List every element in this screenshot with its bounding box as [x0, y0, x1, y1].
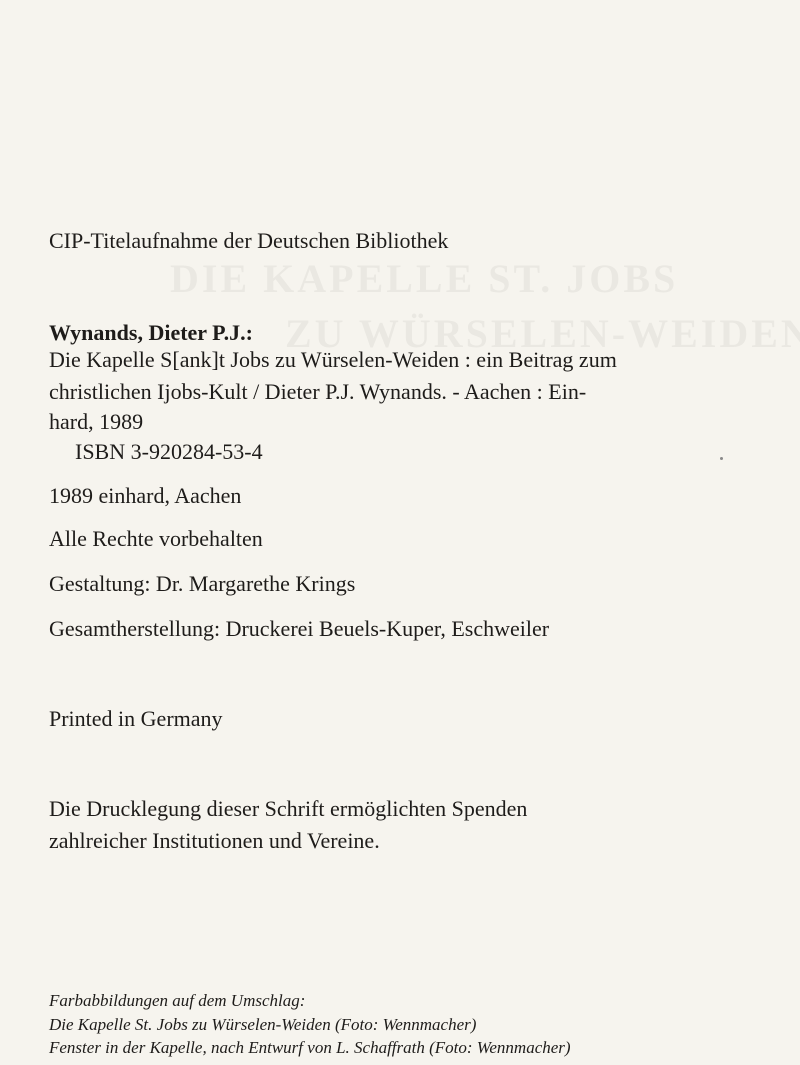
design-credit: Gestaltung: Dr. Margarethe Krings — [49, 571, 356, 596]
isbn-line: ISBN 3-920284-53-4 — [75, 439, 263, 464]
production-credit: Gesamtherstellung: Druckerei Beuels-Kuper, Eschweiler — [49, 616, 550, 641]
cover-credit-line-2: Fenster in der Kapelle, nach Entwurf von L. Schaffrath (Foto: Wennmacher) — [49, 1038, 571, 1057]
copyright-line: 1989 einhard, Aachen — [49, 483, 242, 508]
printed-in-line: Printed in Germany — [49, 706, 223, 731]
citation-line-2: christlichen Ijobs-Kult / Dieter P.J. Wynands. - Aachen : Ein- — [49, 379, 587, 404]
cover-credit-line-1: Die Kapelle St. Jobs zu Würselen-Weiden (Foto: Wennmacher) — [49, 1015, 477, 1034]
citation-line-3: hard, 1989 — [49, 409, 144, 434]
paper-speck — [720, 457, 723, 460]
rights-line: Alle Rechte vorbehalten — [49, 526, 263, 551]
citation-line-1: Die Kapelle S[ank]t Jobs zu Würselen-Weiden : ein Beitrag zum — [49, 347, 617, 372]
sponsor-line-2: zahlreicher Institutionen und Vereine. — [49, 828, 380, 853]
sponsor-line-1: Die Drucklegung dieser Schrift ermöglichten Spenden — [49, 796, 528, 821]
cip-heading: CIP-Titelaufnahme der Deutschen Bibliothek — [49, 228, 449, 253]
cover-credit-heading: Farbabbildungen auf dem Umschlag: — [49, 991, 306, 1010]
author-line: Wynands, Dieter P.J.: — [49, 320, 253, 345]
show-through-title — [170, 255, 678, 302]
